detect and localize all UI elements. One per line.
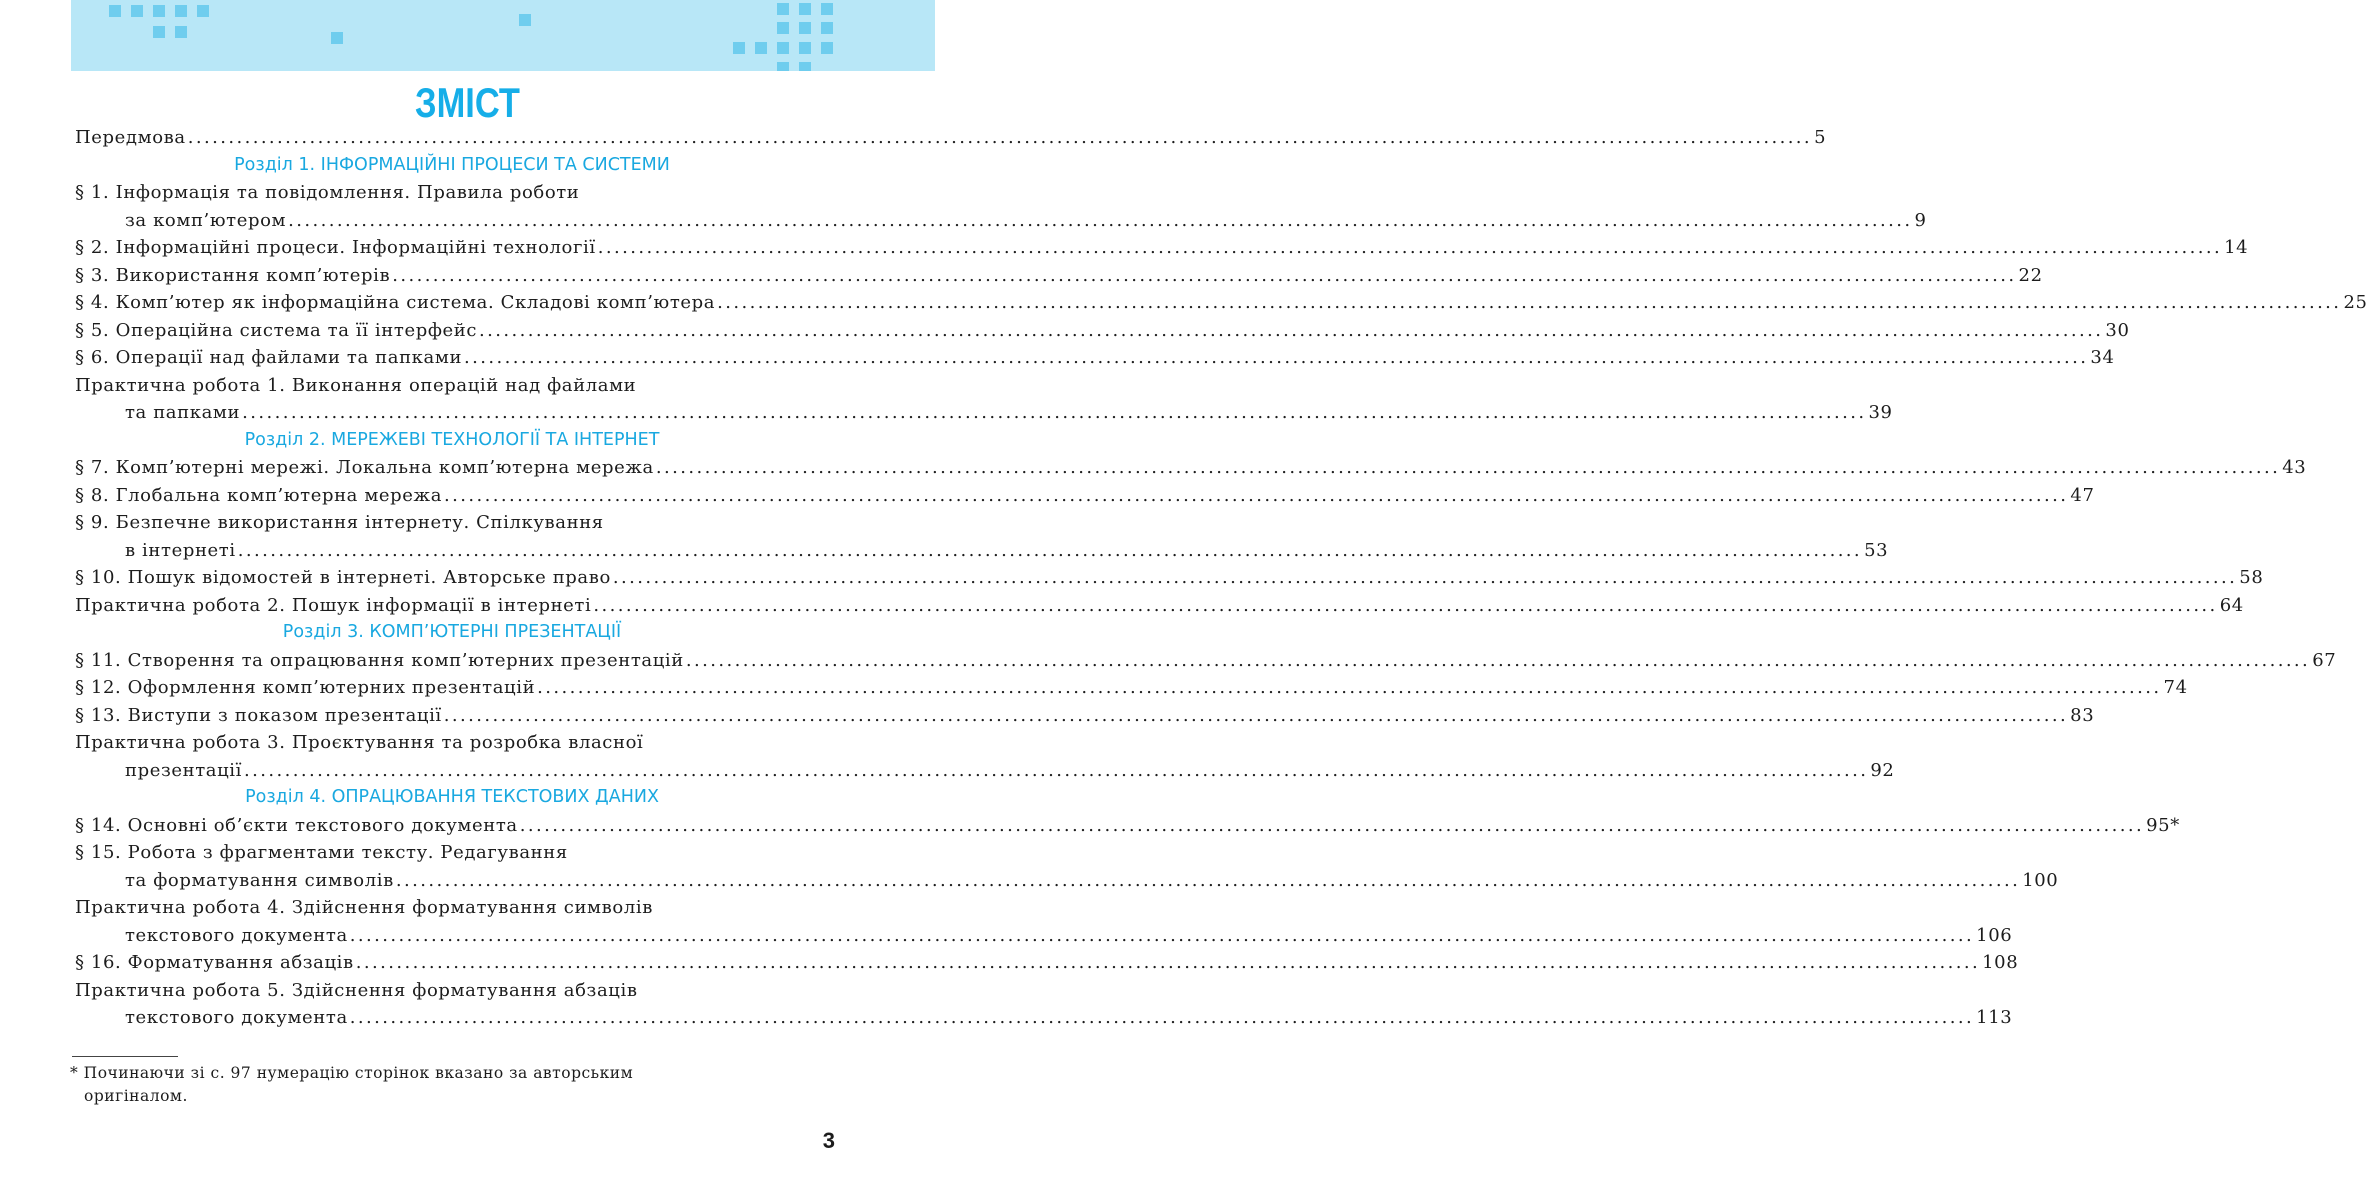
toc-entry xyxy=(75,454,2307,482)
decorative-square xyxy=(197,5,209,17)
dot-leader: ........................................................................................................................................................................................................ xyxy=(187,127,1813,148)
toc-entry-title: § 8. Глобальна комп’ютерна мережа xyxy=(75,484,443,506)
toc-entry xyxy=(75,482,2095,510)
dot-leader: ........................................................................................................................................................................................................ xyxy=(237,539,1863,561)
toc-entry-title: § 1. Інформація та повідомлення. Правила роботи xyxy=(75,182,580,203)
toc-entry-page: 5 xyxy=(1814,127,1827,148)
dot-leader: ........................................................................................................................................................................................................ xyxy=(717,292,2342,313)
toc-entry-title: за комп’ютером xyxy=(125,209,287,231)
toc-entry-page: 30 xyxy=(2105,319,2130,341)
toc-entry xyxy=(75,317,2130,345)
toc-entry-title: § 7. Комп’ютерні мережі. Локальна комп’ютерна мережа xyxy=(75,457,654,478)
toc-entry-title: § 16. Форматування абзаців xyxy=(75,952,354,973)
toc-entry-title: § 13. Виступи з показом презентації xyxy=(75,704,442,726)
page-number: 3 xyxy=(822,1128,835,1153)
dot-leader: ........................................................................................................................................................................................................ xyxy=(355,952,1981,973)
toc-entry xyxy=(75,592,2244,620)
dot-leader: ........................................................................................................................................................................................................ xyxy=(244,759,1869,781)
page-title: ЗМІСТ xyxy=(415,79,520,126)
footnote xyxy=(70,1062,830,1108)
toc-entry xyxy=(75,372,829,400)
decorative-square xyxy=(733,42,745,54)
toc-entry xyxy=(75,344,2115,372)
toc-entry xyxy=(75,839,829,867)
toc-entry-title: § 15. Робота з фрагментами тексту. Редагування xyxy=(75,842,568,863)
toc-entry-page: 92 xyxy=(1870,759,1895,781)
toc-entry xyxy=(75,647,2337,675)
section-heading: Розділ 4. ОПРАЦЮВАННЯ ТЕКСТОВИХ ДАНИХ xyxy=(245,787,659,807)
dot-leader: ........................................................................................................................................................................................................ xyxy=(288,209,1913,231)
toc-entry xyxy=(75,564,2264,592)
toc-entry xyxy=(75,674,2188,702)
toc-entry-page: 106 xyxy=(1976,924,2013,946)
toc-entry xyxy=(75,757,1895,785)
dot-leader: ........................................................................................................................................................................................................ xyxy=(444,484,2069,506)
dot-leader: ........................................................................................................................................................................................................ xyxy=(349,924,1975,946)
toc-entry-page: 39 xyxy=(1868,402,1893,423)
toc-entry-title: та форматування символів xyxy=(125,869,394,891)
toc-entry-title: текстового документа xyxy=(125,924,348,946)
toc-entry-page: 95* xyxy=(2146,814,2180,836)
toc-entry xyxy=(75,179,829,207)
decorative-square xyxy=(175,5,187,17)
toc-entry-title: Практична робота 4. Здійснення форматування символів xyxy=(75,897,653,918)
toc-entry xyxy=(75,537,1889,565)
toc-entry-title: презентації xyxy=(125,759,243,781)
toc-entry-page: 64 xyxy=(2219,594,2244,616)
decorative-square xyxy=(821,3,833,15)
toc-entry-title: Практична робота 5. Здійснення форматування абзаців xyxy=(75,979,638,1001)
toc-entry xyxy=(75,949,2019,977)
section-heading: Розділ 2. МЕРЕЖЕВІ ТЕХНОЛОГІЇ ТА ІНТЕРНЕТ xyxy=(244,429,660,450)
toc-entry xyxy=(75,894,829,922)
toc-entry-title: § 2. Інформаційні процеси. Інформаційні технології xyxy=(75,237,596,258)
toc-entry-title: § 4. Комп’ютер як інформаційна система. Складові комп’ютера xyxy=(75,292,716,313)
toc-entry xyxy=(75,509,829,537)
toc-entry-page: 74 xyxy=(2163,677,2188,698)
toc-entry-page: 108 xyxy=(1982,952,2019,973)
decorative-square xyxy=(777,62,789,71)
toc-entry xyxy=(75,812,2180,840)
toc-entry-page: 34 xyxy=(2090,347,2115,368)
decorative-square xyxy=(131,5,143,17)
dot-leader: ........................................................................................................................................................................................................ xyxy=(685,649,2311,671)
toc-entry-title: § 14. Основні об’єкти текстового документа xyxy=(75,814,518,836)
dot-leader: ........................................................................................................................................................................................................ xyxy=(593,594,2218,616)
toc-entry xyxy=(75,262,2043,290)
dot-leader: ........................................................................................................................................................................................................ xyxy=(242,402,1867,423)
dot-leader: ........................................................................................................................................................................................................ xyxy=(519,814,2145,836)
toc-entry-title: Практична робота 3. Проєктування та розробка власної xyxy=(75,732,644,753)
toc-entry xyxy=(75,234,2249,262)
decorative-square xyxy=(331,32,343,44)
dot-leader: ........................................................................................................................................................................................................ xyxy=(392,264,2017,286)
toc-entry xyxy=(75,729,829,757)
toc-entry-page: 100 xyxy=(2022,869,2059,891)
toc-entry xyxy=(75,399,1893,427)
toc-entry-page: 67 xyxy=(2312,649,2337,671)
section-heading: Розділ 3. КОМП’ЮТЕРНІ ПРЕЗЕНТАЦІЇ xyxy=(282,622,622,642)
dot-leader: ........................................................................................................................................................................................................ xyxy=(537,677,2162,698)
dot-leader: ........................................................................................................................................................................................................ xyxy=(464,347,2089,368)
toc-entry-title: § 11. Створення та опрацювання комп’ютерних презентацій xyxy=(75,649,684,671)
toc-entry xyxy=(75,124,1827,152)
decorative-square xyxy=(821,42,833,54)
toc-entry-page: 9 xyxy=(1914,209,1927,231)
toc-entry xyxy=(75,867,2059,895)
toc-entry xyxy=(75,289,2368,317)
toc-entry-title: в інтернеті xyxy=(125,539,236,561)
decorative-square xyxy=(777,42,789,54)
decorative-square xyxy=(821,22,833,34)
toc-entry-title: § 5. Операційна система та її інтерфейс xyxy=(75,319,478,341)
decorative-square xyxy=(777,22,789,34)
toc-entry-page: 14 xyxy=(2224,237,2249,258)
decorative-square xyxy=(777,3,789,15)
section-heading: Розділ 1. ІНФОРМАЦІЙНІ ПРОЦЕСИ ТА СИСТЕМИ xyxy=(234,154,670,175)
toc-entry-page: 47 xyxy=(2070,484,2095,506)
decorative-square xyxy=(175,26,187,38)
dot-leader: ........................................................................................................................................................................................................ xyxy=(395,869,2021,891)
decorative-square xyxy=(799,3,811,15)
toc-entry-title: § 6. Операції над файлами та папками xyxy=(75,347,463,368)
toc-entry-title: Практична робота 2. Пошук інформації в інтернеті xyxy=(75,594,592,616)
toc-entry-page: 83 xyxy=(2070,704,2095,726)
toc-entry-page: 22 xyxy=(2018,264,2043,286)
decorative-square xyxy=(799,42,811,54)
decorative-square xyxy=(799,62,811,71)
table-of-contents xyxy=(75,124,2368,1032)
decorative-square xyxy=(799,22,811,34)
toc-entry-page: 113 xyxy=(1976,1007,2013,1028)
dot-leader: ........................................................................................................................................................................................................ xyxy=(479,319,2104,341)
toc-entry xyxy=(75,207,1927,235)
toc-entry-title: Передмова xyxy=(75,127,186,148)
dot-leader: ........................................................................................................................................................................................................ xyxy=(597,237,2223,258)
decorative-square xyxy=(109,5,121,17)
toc-entry xyxy=(75,922,2013,950)
toc-entry-page: 43 xyxy=(2282,457,2307,478)
toc-entry xyxy=(75,702,2095,730)
decorative-square xyxy=(519,14,531,26)
dot-leader: ........................................................................................................................................................................................................ xyxy=(349,1007,1975,1028)
decorative-square xyxy=(153,26,165,38)
toc-entry-title: § 10. Пошук відомостей в інтернеті. Авторське право xyxy=(75,567,611,588)
footnote-line-2: оригіналом. xyxy=(84,1087,188,1105)
toc-entry-title: текстового документа xyxy=(125,1007,348,1028)
footnote-divider xyxy=(72,1056,178,1057)
toc-entry-page: 53 xyxy=(1864,539,1889,561)
toc-entry-page: 25 xyxy=(2343,292,2368,313)
toc-entry-title: § 12. Оформлення комп’ютерних презентацій xyxy=(75,677,536,698)
toc-entry xyxy=(75,977,829,1005)
dot-leader: ........................................................................................................................................................................................................ xyxy=(612,567,2238,588)
dot-leader: ........................................................................................................................................................................................................ xyxy=(655,457,2281,478)
footnote-line-1: * Починаючи зі с. 97 нумерацію сторінок вказано за авторським xyxy=(70,1064,634,1082)
toc-entry-title: Практична робота 1. Виконання операцій над файлами xyxy=(75,374,637,396)
toc-entry-title: та папками xyxy=(125,402,241,423)
decorative-square xyxy=(755,42,767,54)
toc-entry-title: § 3. Використання комп’ютерів xyxy=(75,264,391,286)
toc-entry-page: 58 xyxy=(2239,567,2264,588)
toc-entry xyxy=(75,1004,2013,1032)
decorative-square xyxy=(153,5,165,17)
dot-leader: ........................................................................................................................................................................................................ xyxy=(443,704,2069,726)
toc-entry-title: § 9. Безпечне використання інтернету. Спілкування xyxy=(75,512,604,533)
